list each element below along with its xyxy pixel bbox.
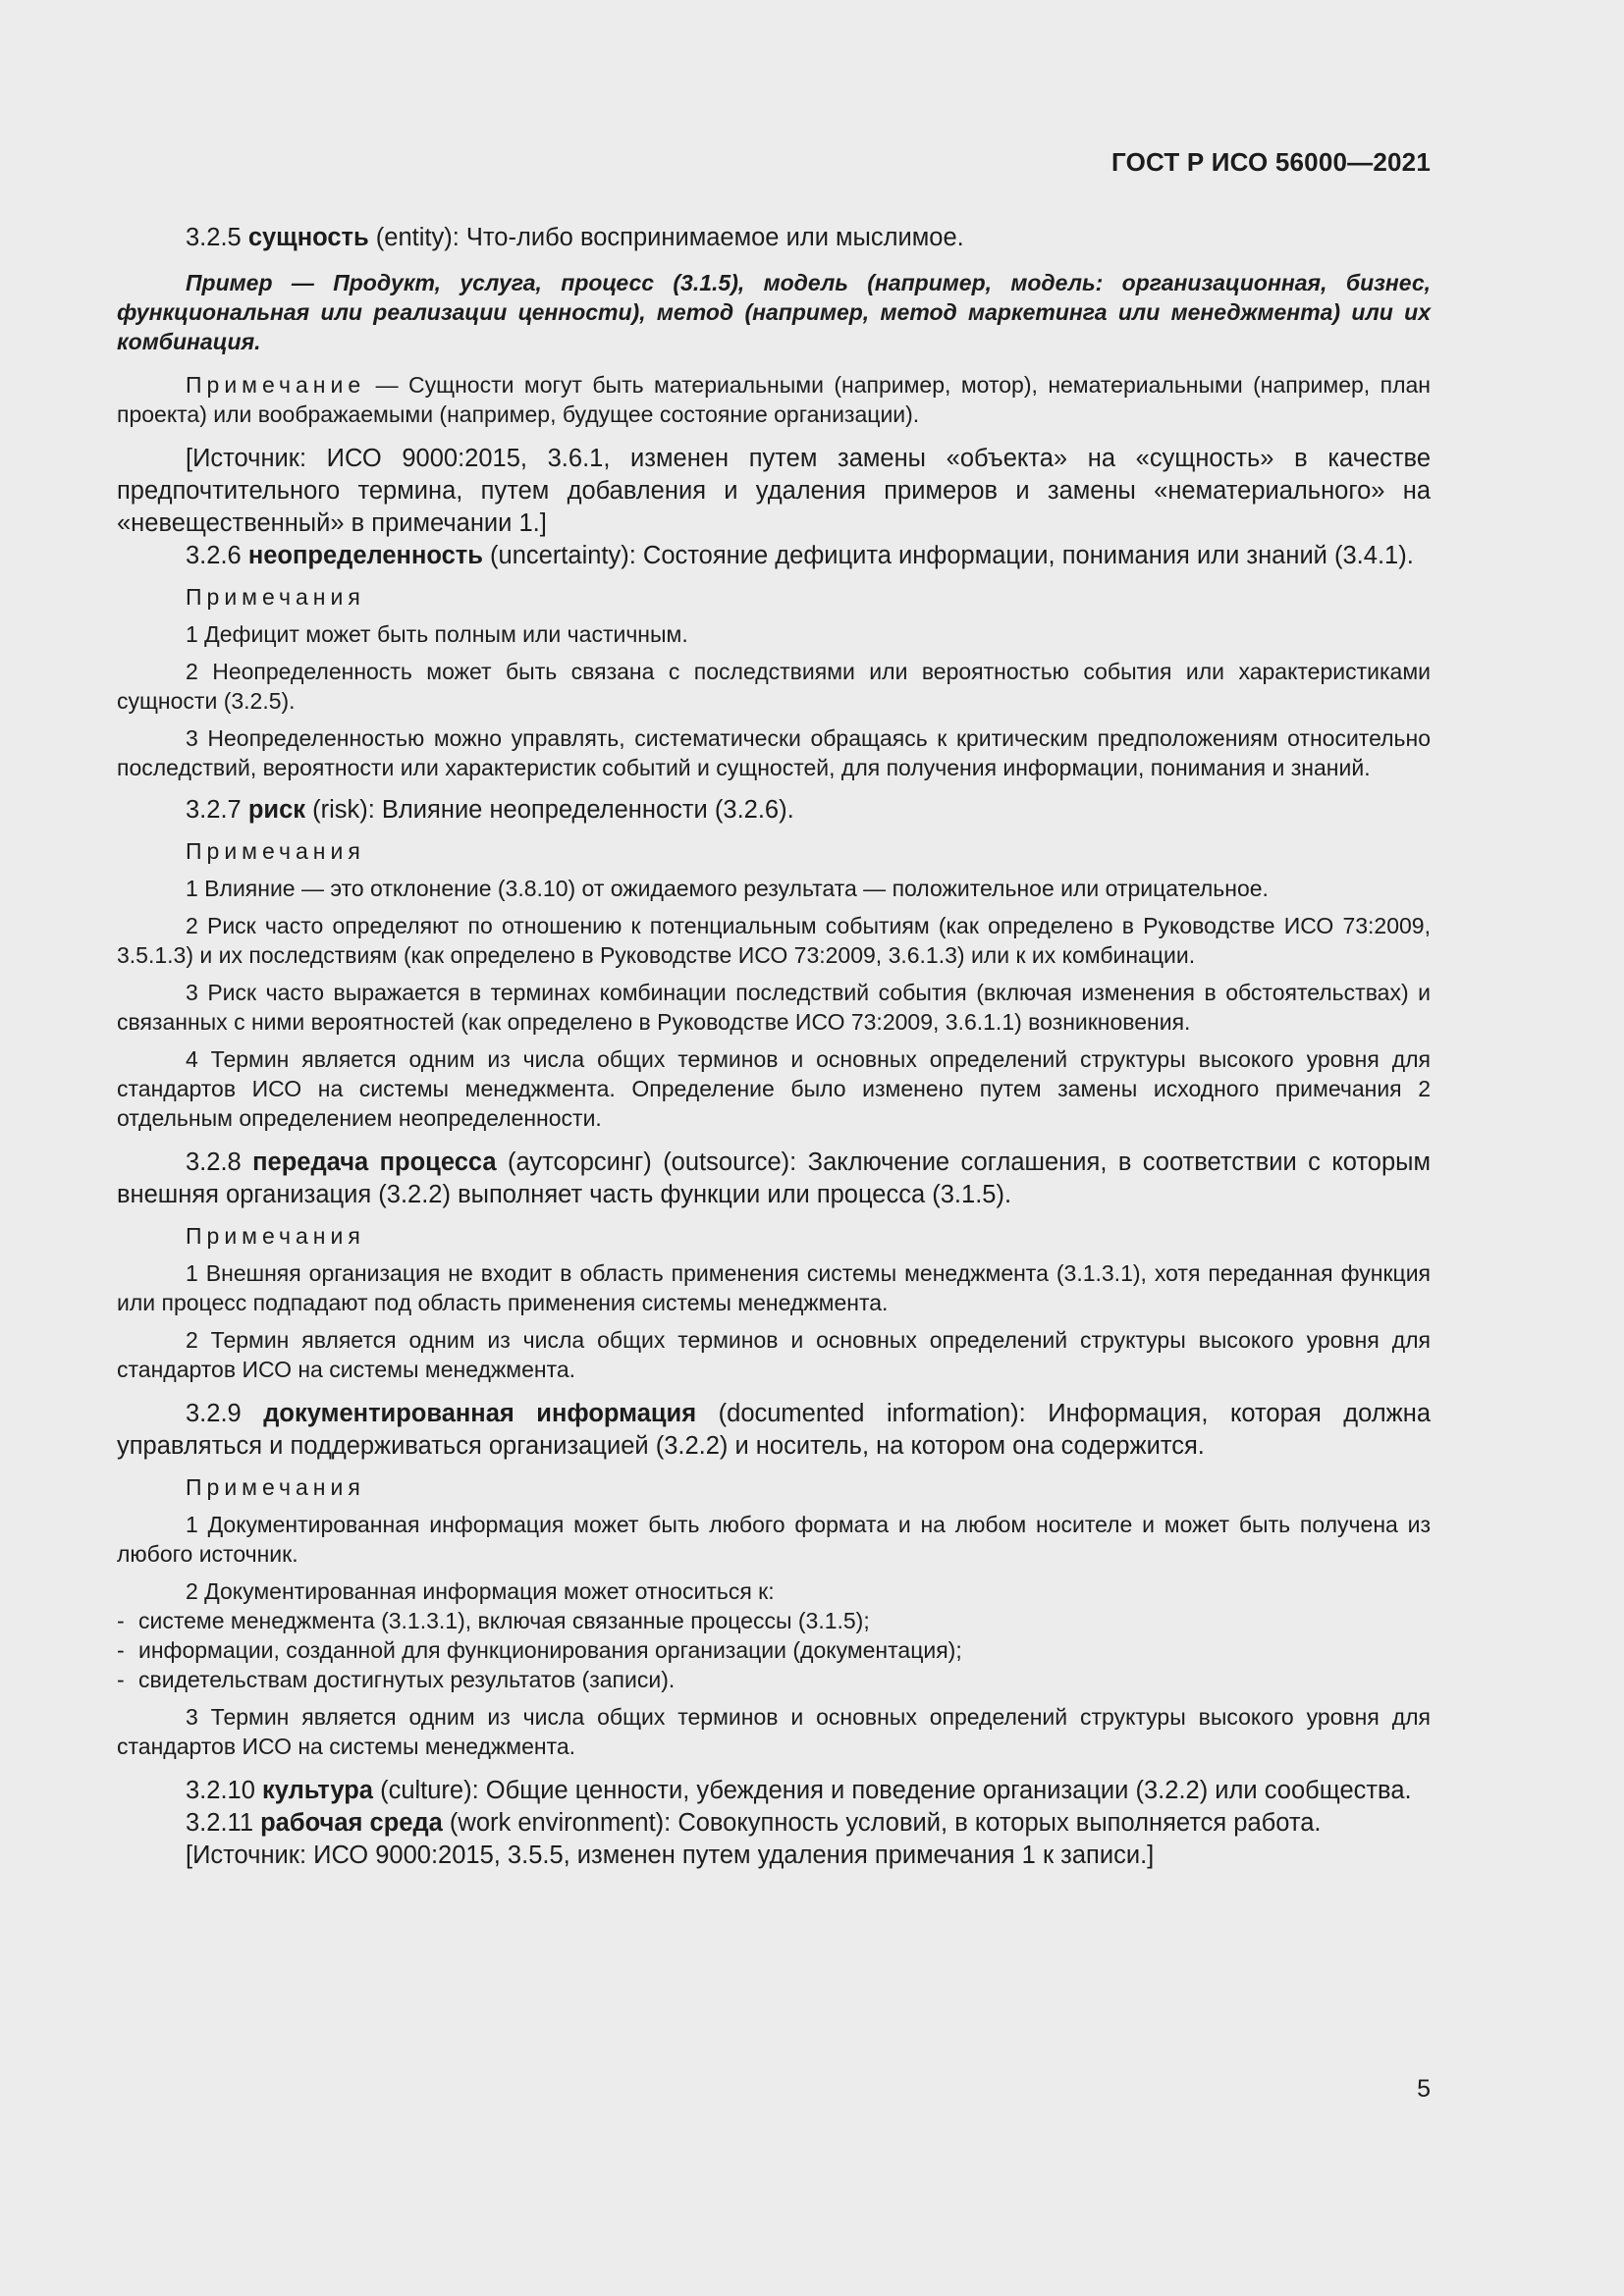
notes-heading: Примечания [186, 1474, 365, 1500]
term-english: (culture) [380, 1777, 472, 1804]
term-name: культура [262, 1777, 373, 1804]
note-item: 3 Риск часто выражается в терминах комбинации последствий события (включая изменения в обстоятельствах) и связанных с ними вероятностей (как определено в Руководстве ИСО 73:2009, 3.6.1.1) возникновения. [117, 980, 1431, 1035]
term-number: 3.2.9 [186, 1400, 242, 1427]
note-item: 2 Риск часто определяют по отношению к потенциальным событиям (как определено в Руководстве ИСО 73:2009, 3.5.1.3) и их последствиям (как определено в Руководстве ИСО 73:2009, 3.6.1.3) или к их комбинации. [117, 913, 1431, 968]
term-name: рабочая среда [260, 1809, 443, 1837]
term-number: 3.2.11 [186, 1809, 254, 1837]
dash-text: информации, созданной для функционирования организации (документация); [138, 1637, 962, 1663]
note-item: 4 Термин является одним из числа общих терминов и основных определений структуры высокого уровня для стандартов ИСО на системы менеджмента. Определение было изменено путем замены исходного примечания 2 отдельным определением неопределенности. [117, 1046, 1431, 1131]
note-item: 2 Термин является одним из числа общих терминов и основных определений структуры высокого уровня для стандартов ИСО на системы менеджмента. [117, 1327, 1431, 1382]
notes-heading: Примечания [186, 838, 365, 864]
dash-bullet: - [117, 1667, 125, 1692]
note-item: 2 Неопределенность может быть связана с последствиями или вероятностью события или характеристиками сущности (3.2.5). [117, 659, 1431, 714]
term-number: 3.2.6 [186, 542, 242, 569]
dash-list-item [117, 1665, 1431, 1694]
note-item: 3 Термин является одним из числа общих терминов и основных определений структуры высокого уровня для стандартов ИСО на системы менеджмента. [117, 1704, 1431, 1759]
dash-text: системе менеджмента (3.1.3.1), включая связанные процессы (3.1.5); [138, 1608, 870, 1633]
term-name: документированная информация [263, 1400, 697, 1427]
note-item: 1 Документированная информация может быть любого формата и на любом носителе и может быть получена из любого источник. [117, 1512, 1431, 1567]
dash-bullet: - [117, 1637, 125, 1663]
note-item: 1 Дефицит может быть полным или частичным. [186, 621, 688, 647]
term-definition: : Состояние дефицита информации, понимания или знаний (3.4.1). [628, 542, 1414, 569]
standard-header: ГОСТ Р ИСО 56000—2021 [1110, 147, 1431, 177]
note-text: — Сущности могут быть материальными (например, мотор), нематериальными (например, план проекта) или воображаемыми (например, будущее состояние организации). [117, 372, 1431, 427]
term-english: (аутсорсинг) (outsource) [507, 1148, 790, 1176]
term-english: (entity) [375, 224, 453, 251]
dash-bullet: - [117, 1608, 125, 1633]
note-item: 1 Влияние — это отклонение (3.8.10) от ожидаемого результата — положительное или отрицательное. [186, 876, 1269, 901]
page-content [117, 222, 1431, 1872]
notes-heading: Примечания [186, 584, 365, 610]
term-name: сущность [247, 224, 369, 251]
example-paragraph [117, 268, 1431, 356]
notes-heading: Примечания [186, 1223, 365, 1249]
note-label: Примечание [186, 372, 366, 398]
term-english: (work environment) [449, 1809, 665, 1837]
term-definition: : Информация, которая должна управляться и поддерживаться организацией (3.2.2) и носитель, на котором она содержится. [117, 1400, 1432, 1460]
note-item: 3 Неопределенностью можно управлять, систематически обращаясь к критическим предположениям относительно последствий, вероятности или характеристик событий и сущностей, для получения информации, понимания и знаний. [117, 725, 1431, 780]
term-3-2-5 [117, 222, 1431, 254]
term-english: (uncertainty) [490, 542, 629, 569]
term-name: риск [247, 796, 306, 824]
dash-text: свидетельствам достигнутых результатов (записи). [138, 1667, 676, 1692]
term-definition: : Совокупность условий, в которых выполняется работа. [664, 1809, 1322, 1837]
term-definition: : Что-либо воспринимаемое или мыслимое. [452, 224, 964, 251]
source-paragraph: [Источник: ИСО 9000:2015, 3.5.5, изменен путем удаления примечания 1 к записи.] [186, 1842, 1155, 1869]
term-number: 3.2.7 [186, 796, 242, 824]
term-3-2-9 [117, 1398, 1431, 1463]
term-definition: : Влияние неопределенности (3.2.6). [367, 796, 794, 824]
dash-list-item [117, 1606, 1431, 1635]
term-3-2-7 [117, 794, 1431, 827]
note-paragraph [117, 370, 1431, 429]
term-definition: : Заключение соглашения, в соответствии с которым внешняя организация (3.2.2) выполняет часть функции или процесса (3.1.5). [117, 1148, 1431, 1208]
term-3-2-8 [117, 1147, 1431, 1211]
term-3-2-11 [117, 1807, 1431, 1840]
dash-list-item [117, 1635, 1431, 1665]
term-3-2-6 [117, 540, 1431, 572]
source-paragraph: [Источник: ИСО 9000:2015, 3.6.1, изменен путем замены «объекта» на «сущность» в качестве предпочтительного термина, путем добавления и удаления примеров и замены «нематериального» на «невещественный» в примечании 1.] [117, 445, 1431, 537]
note-item: 1 Внешняя организация не входит в область применения системы менеджмента (3.1.3.1), хотя переданная функция или процесс подпадают под область применения системы менеджмента. [117, 1260, 1431, 1315]
term-name: передача процесса [252, 1148, 497, 1176]
term-name: неопределенность [247, 542, 483, 569]
term-number: 3.2.10 [186, 1777, 255, 1804]
term-number: 3.2.8 [186, 1148, 242, 1176]
term-3-2-10 [117, 1775, 1431, 1807]
note-item: 2 Документированная информация может относиться к: [186, 1578, 775, 1604]
term-number: 3.2.5 [186, 224, 242, 251]
page-number: 5 [1417, 2075, 1431, 2103]
term-english: (documented information) [718, 1400, 1019, 1427]
example-text: Пример — Продукт, услуга, процесс (3.1.5), модель (например, модель: организационная, бизнес, функциональная или реализации ценности), метод (например, метод маркетинга или менеджмента) или их комбинация. [117, 270, 1431, 354]
term-english: (risk) [312, 796, 368, 824]
term-definition: : Общие ценности, убеждения и поведение организации (3.2.2) или сообщества. [471, 1777, 1412, 1804]
